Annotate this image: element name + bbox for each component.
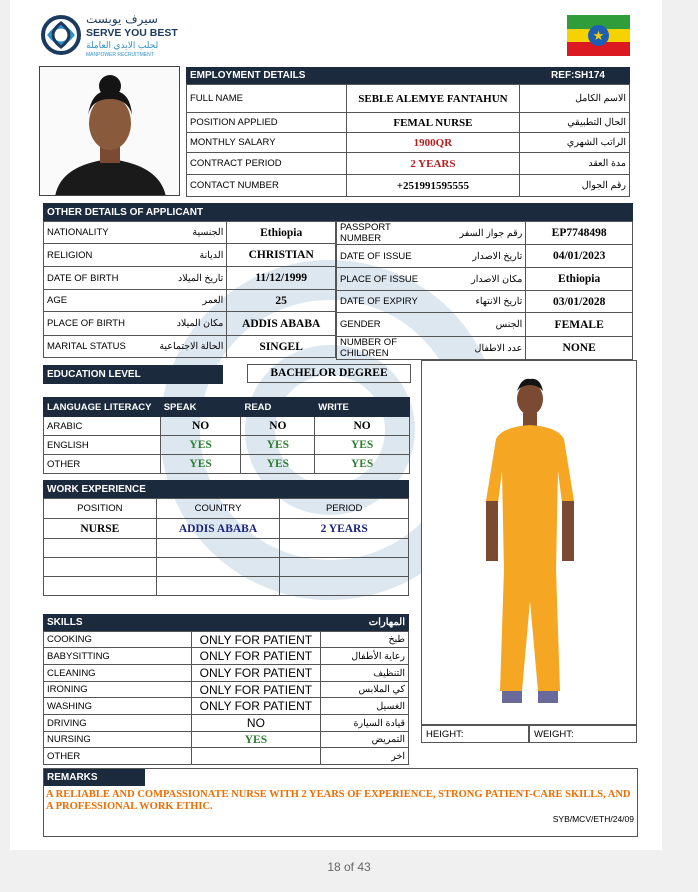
language-header-row xyxy=(44,398,410,417)
language-read: YES xyxy=(241,436,315,455)
skill-name: IRONING xyxy=(44,682,192,698)
employment-table xyxy=(186,84,630,197)
detail-label: GENDER xyxy=(337,313,435,337)
employment-label-ar: الاسم الكامل xyxy=(520,85,630,113)
detail-label-ar: تاريخ الانتهاء xyxy=(434,291,526,313)
detail-row xyxy=(44,290,336,312)
brand-sub: MANPOWER RECRUITMENT xyxy=(86,52,154,58)
employment-row xyxy=(187,85,630,113)
skill-name-ar: كي الملابس xyxy=(321,682,409,698)
detail-value: NONE xyxy=(526,337,633,360)
detail-row xyxy=(337,313,633,337)
cv-page xyxy=(10,0,662,850)
other-details-right-table xyxy=(336,221,633,360)
language-write: YES xyxy=(315,436,410,455)
language-table xyxy=(43,397,410,474)
detail-value: CHRISTIAN xyxy=(227,244,336,267)
language-row xyxy=(44,417,410,436)
ethiopia-flag-icon: ★ xyxy=(567,15,630,56)
employment-value: 2 YEARS xyxy=(346,153,520,175)
work-col-position: POSITION xyxy=(44,499,157,519)
height-field: HEIGHT: xyxy=(421,725,529,743)
detail-label-ar: تاريخ الاصدار xyxy=(434,245,526,268)
detail-row xyxy=(337,222,633,245)
detail-label: DATE OF EXPIRY xyxy=(337,291,435,313)
detail-value: 04/01/2023 xyxy=(526,245,633,268)
language-read: NO xyxy=(241,417,315,436)
detail-value: 03/01/2028 xyxy=(526,291,633,313)
detail-label-ar: عدد الاطفال xyxy=(434,337,526,360)
detail-label-ar: الجنس xyxy=(434,313,526,337)
work-row xyxy=(44,519,409,539)
other-details-header: OTHER DETAILS OF APPLICANT xyxy=(43,203,336,221)
employment-value: 1900QR xyxy=(346,133,520,153)
brand-arabic-sub: لجلب الايدي العاملة xyxy=(86,40,159,50)
skills-header-label-ar: المهارات xyxy=(368,617,405,628)
detail-value: 11/12/1999 xyxy=(227,267,336,290)
employment-row xyxy=(187,113,630,133)
language-write: YES xyxy=(315,455,410,474)
remarks-text: A RELIABLE AND COMPASSIONATE NURSE WITH 2 YEARS OF EXPERIENCE, STRONG PATIENT-CARE SKILLS, AND A PROFESSIONAL WORK ETHIC. xyxy=(46,789,631,812)
skill-row xyxy=(44,648,409,665)
work-table xyxy=(43,498,409,596)
detail-label: NATIONALITY xyxy=(44,222,130,244)
detail-label-ar: رقم جواز السفر xyxy=(434,222,526,245)
detail-label: AGE xyxy=(44,290,130,312)
skill-value: ONLY FOR PATIENT xyxy=(191,682,321,698)
detail-label-ar: العمر xyxy=(129,290,227,312)
detail-value: EP7748498 xyxy=(526,222,633,245)
other-details-left-table xyxy=(43,221,336,358)
detail-label-ar: مكان الميلاد xyxy=(129,312,227,336)
employment-row xyxy=(187,153,630,175)
detail-label-ar: الديانة xyxy=(129,244,227,267)
skill-name: WASHING xyxy=(44,698,192,715)
employment-label-ar: الراتب الشهري xyxy=(520,133,630,153)
skill-value xyxy=(191,748,321,765)
skill-name-ar: طبخ xyxy=(321,632,409,648)
language-header: SPEAK xyxy=(160,398,241,417)
language-header: LANGUAGE LITERACY xyxy=(44,398,161,417)
skills-header xyxy=(43,614,409,631)
brand-arabic: سيرف يوبست xyxy=(86,12,158,26)
skill-name: BABYSITTING xyxy=(44,648,192,665)
skill-name: COOKING xyxy=(44,632,192,648)
employment-row xyxy=(187,175,630,197)
work-row-empty xyxy=(44,577,409,596)
skill-value: YES xyxy=(191,732,321,748)
detail-label-ar: تاريخ الميلاد xyxy=(129,267,227,290)
skill-name: CLEANING xyxy=(44,665,192,682)
reference-code: SYB/MCV/ETH/24/09 xyxy=(552,814,634,824)
language-speak: YES xyxy=(160,436,241,455)
detail-label-ar: الجنسية xyxy=(129,222,227,244)
work-col-period: PERIOD xyxy=(280,499,409,519)
skill-name: OTHER xyxy=(44,748,192,765)
employment-label: CONTACT NUMBER xyxy=(187,175,347,197)
skill-value: ONLY FOR PATIENT xyxy=(191,665,321,682)
work-position: NURSE xyxy=(44,519,157,539)
skill-value: ONLY FOR PATIENT xyxy=(191,632,321,648)
skill-value: ONLY FOR PATIENT xyxy=(191,698,321,715)
language-name: OTHER xyxy=(44,455,161,474)
skill-row xyxy=(44,665,409,682)
skill-name-ar: اخر xyxy=(321,748,409,765)
brand-logo xyxy=(40,12,220,60)
skill-value: NO xyxy=(191,715,321,732)
employment-label-ar: رقم الجوال xyxy=(520,175,630,197)
other-details-header-right xyxy=(336,203,633,221)
language-header: WRITE xyxy=(315,398,410,417)
employment-label: POSITION APPLIED xyxy=(187,113,347,133)
employment-header: EMPLOYMENT DETAILS xyxy=(186,67,522,84)
detail-row xyxy=(337,337,633,360)
detail-value: 25 xyxy=(227,290,336,312)
employment-label-ar: مدة العقد xyxy=(520,153,630,175)
knot-logo-icon xyxy=(40,14,82,56)
skill-name-ar: التمريض xyxy=(321,732,409,748)
skill-name: DRIVING xyxy=(44,715,192,732)
language-write: NO xyxy=(315,417,410,436)
work-country: ADDIS ABABA xyxy=(156,519,280,539)
ref-number: REF:SH174 xyxy=(522,67,630,84)
work-header-row xyxy=(44,499,409,519)
detail-label: PASSPORT NUMBER xyxy=(337,222,435,245)
employment-value: SEBLE ALEMYE FANTAHUN xyxy=(346,85,520,113)
skill-name-ar: رعاية الأطفال xyxy=(321,648,409,665)
detail-row xyxy=(44,336,336,358)
detail-row xyxy=(337,291,633,313)
detail-label: NUMBER OF CHILDREN xyxy=(337,337,435,360)
detail-label: PLACE OF BIRTH xyxy=(44,312,130,336)
language-name: ARABIC xyxy=(44,417,161,436)
detail-label: PLACE OF ISSUE xyxy=(337,268,435,291)
detail-value: SINGEL xyxy=(227,336,336,358)
employment-label-ar: الحال التطبيقي xyxy=(520,113,630,133)
detail-label: RELIGION xyxy=(44,244,130,267)
detail-row xyxy=(44,222,336,244)
skill-row xyxy=(44,698,409,715)
skills-table xyxy=(43,631,409,765)
brand-name: SERVE YOU BEST xyxy=(86,27,178,39)
skill-value: ONLY FOR PATIENT xyxy=(191,648,321,665)
detail-row xyxy=(44,244,336,267)
education-value: BACHELOR DEGREE xyxy=(247,364,411,383)
employment-label: CONTRACT PERIOD xyxy=(187,153,347,175)
language-read: YES xyxy=(241,455,315,474)
detail-value: Ethiopia xyxy=(526,268,633,291)
full-body-photo xyxy=(421,360,637,725)
skill-row xyxy=(44,715,409,732)
language-header: READ xyxy=(241,398,315,417)
page-indicator: 18 of 43 xyxy=(327,860,371,874)
education-label: EDUCATION LEVEL xyxy=(43,365,223,384)
employment-label: MONTHLY SALARY xyxy=(187,133,347,153)
employment-row xyxy=(187,133,630,153)
detail-label-ar: مكان الاصدار xyxy=(434,268,526,291)
detail-row xyxy=(337,245,633,268)
skills-header-label: SKILLS xyxy=(47,617,83,628)
skill-row xyxy=(44,732,409,748)
language-row xyxy=(44,455,410,474)
employment-value: FEMAL NURSE xyxy=(346,113,520,133)
skill-row xyxy=(44,682,409,698)
language-speak: NO xyxy=(160,417,241,436)
employment-label: FULL NAME xyxy=(187,85,347,113)
detail-row xyxy=(44,312,336,336)
skill-name-ar: الغسيل xyxy=(321,698,409,715)
work-row-empty xyxy=(44,558,409,577)
skill-row xyxy=(44,748,409,765)
detail-label-ar: الحالة الاجتماعية xyxy=(129,336,227,358)
detail-value: Ethiopia xyxy=(227,222,336,244)
work-period: 2 YEARS xyxy=(280,519,409,539)
language-name: ENGLISH xyxy=(44,436,161,455)
skill-name-ar: قيادة السيارة xyxy=(321,715,409,732)
skill-name: NURSING xyxy=(44,732,192,748)
work-row-empty xyxy=(44,539,409,558)
detail-value: ADDIS ABABA xyxy=(227,312,336,336)
work-col-country: COUNTRY xyxy=(156,499,280,519)
detail-label: MARITAL STATUS xyxy=(44,336,130,358)
detail-value: FEMALE xyxy=(526,313,633,337)
language-row xyxy=(44,436,410,455)
language-speak: YES xyxy=(160,455,241,474)
remarks-header: REMARKS xyxy=(43,768,145,786)
employment-value: +251991595555 xyxy=(346,175,520,197)
detail-row xyxy=(44,267,336,290)
weight-field: WEIGHT: xyxy=(529,725,637,743)
detail-row xyxy=(337,268,633,291)
detail-label: DATE OF BIRTH xyxy=(44,267,130,290)
skill-name-ar: التنظيف xyxy=(321,665,409,682)
portrait-photo xyxy=(39,66,180,196)
skill-row xyxy=(44,632,409,648)
detail-label: DATE OF ISSUE xyxy=(337,245,435,268)
work-header: WORK EXPERIENCE xyxy=(43,480,409,498)
